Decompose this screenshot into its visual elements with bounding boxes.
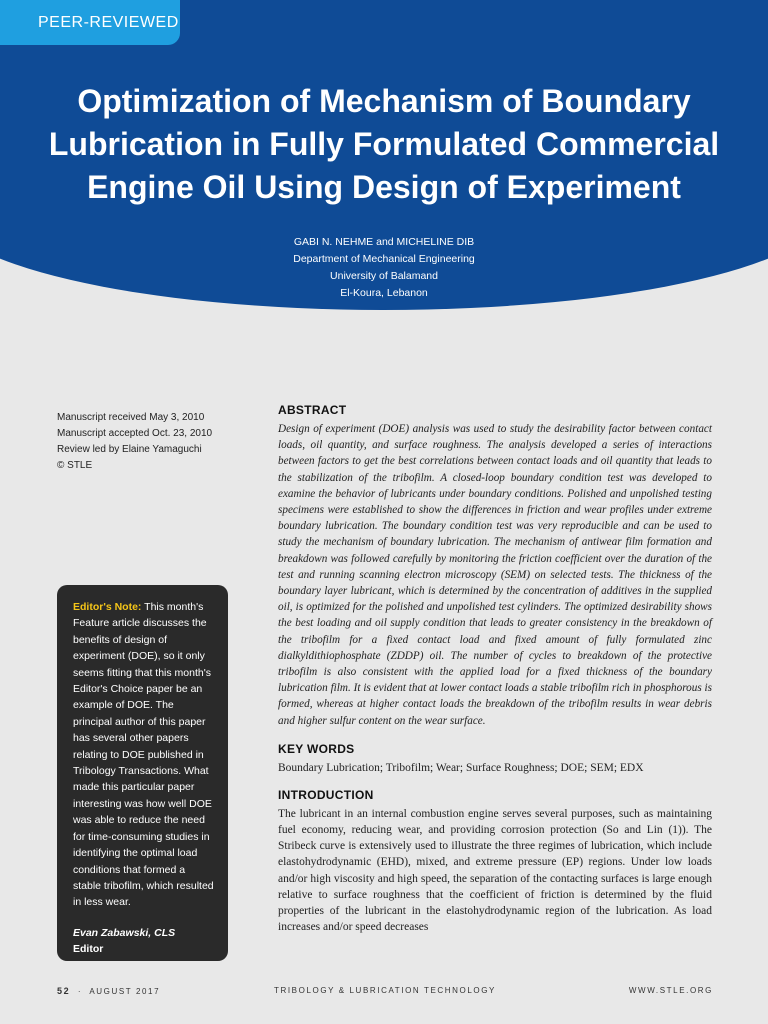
introduction-section <box>278 788 712 936</box>
accepted-date: Manuscript accepted Oct. 23, 2010 <box>57 428 213 439</box>
issue-date: AUGUST 2017 <box>89 987 161 996</box>
editor-note-box <box>57 585 228 961</box>
university: University of Balamand <box>330 270 438 282</box>
editor-role: Editor <box>73 943 104 956</box>
review-credit: Review led by Elaine Yamaguchi <box>57 444 202 455</box>
abstract-text: Design of experiment (DOE) analysis was used to study the desirability factor between contact loads, oil quantity, and surface roughness. The analysis developed a series of interactions between factors to get the best correlations between contact loads and oil quantity that leads to the stabilization of the tribofilm. A closed-loop boundary condition test was developed to examine the behavior of lubricants under boundary conditions. Polished and unpolished testing specimens were established to show the differences in friction and wear profiles under extreme boundary lubrication. The boundary condition test was very reproducible and can be used to study the mechanism of boundary lubrication. The mechanism of antiwear film formation and breakdown was followed carefully by monitoring the friction coefficient over the duration of the test and running scanning electron microscopy (SEM) on selected tests. The thickness of the boundary layer lubricant, which is determined by the concentration of additives in the supplied oil, is optimized for the polished and unpolished test cylinders. The optimized desirability shows the best loading and oil supply condition that leads to greater consistency in the breakdown of the tribofilm for a fixed contact load and fixed amount of fully formulated zinc dialkyldithiophosphate (ZDDP) oil. The number of cycles to breakdown of the protective tribofilm is also consistent with the applied load for a fixed thickness of the boundary lubrication film. It is evident that at lower contact loads a stable tribofilm rich in phosphorous is formed, whereas at higher contact loads the breakdown of the tribofilm results in wear debris and higher sulfur content on the wear surface. <box>278 423 712 727</box>
main-column <box>278 403 712 935</box>
editor-note-text <box>73 599 214 911</box>
website-link[interactable]: WWW.STLE.ORG <box>628 986 713 995</box>
received-date: Manuscript received May 3, 2010 <box>57 412 205 423</box>
introduction-text: The lubricant in an internal combustion engine serves several purposes, such as maintaining fuel economy, reducing wear, and providing corrosion protection (So and Lin (1)). The Stribeck curve is extensively used to illustrate the three regimes of lubrication, which include elastohydrodynamic (EHD), mixed, and extreme pressure (EP) regions. Under low loads and/or high viscosity and high speed, the separation of the contacting surfaces is large enough relative to surface roughness that the coefficient of friction is determined by the fluid properties of the lubricant in the elastohydrodynamic region of the lubrication. As load increases and/or speed decreases <box>278 807 712 934</box>
peer-reviewed-tag: PEER-REVIEWED <box>0 0 180 45</box>
keywords-heading: KEY WORDS <box>278 741 355 756</box>
abstract-heading: ABSTRACT <box>278 403 347 417</box>
department: Department of Mechanical Engineering <box>293 253 475 265</box>
page-footer <box>57 986 713 1000</box>
editor-note-label: Editor's Note: <box>73 601 142 613</box>
keywords-section <box>278 742 712 776</box>
editor-note-body: This month's Feature article discusses the benefits of design of experiment (DOE), so it only seems fitting that this month's Editor's Choice paper be an example of DOE. The principal author of this paper has several other papers relating to DOE published in Tribology Transactions. What made this particular paper interesting was how well DOE was able to reduce the need for time-consuming studies in identifying the optimal load conditions that formed a stable tribofilm, which resulted in less wear. <box>73 601 214 909</box>
introduction-heading: INTRODUCTION <box>278 787 374 802</box>
manuscript-meta <box>57 410 237 474</box>
article-title: Optimization of Mechanism of Boundary Lubrication in Fully Formulated Commercial Engine Oil Using Design of Experiment <box>48 83 720 205</box>
copyright: © STLE <box>57 460 93 471</box>
page-number: 52 <box>57 986 71 996</box>
keywords-text: Boundary Lubrication; Tribofilm; Wear; Surface Roughness; DOE; SEM; EDX <box>278 761 644 774</box>
author-block <box>0 234 768 302</box>
location: El-Koura, Lebanon <box>340 287 428 299</box>
footer-left: 52 · AUGUST 2017 <box>57 986 161 996</box>
journal-name: TRIBOLOGY & LUBRICATION TECHNOLOGY <box>274 986 496 995</box>
authors: GABI N. NEHME and MICHELINE DIB <box>293 236 475 248</box>
editor-signature: Evan Zabawski, CLS <box>73 926 176 939</box>
